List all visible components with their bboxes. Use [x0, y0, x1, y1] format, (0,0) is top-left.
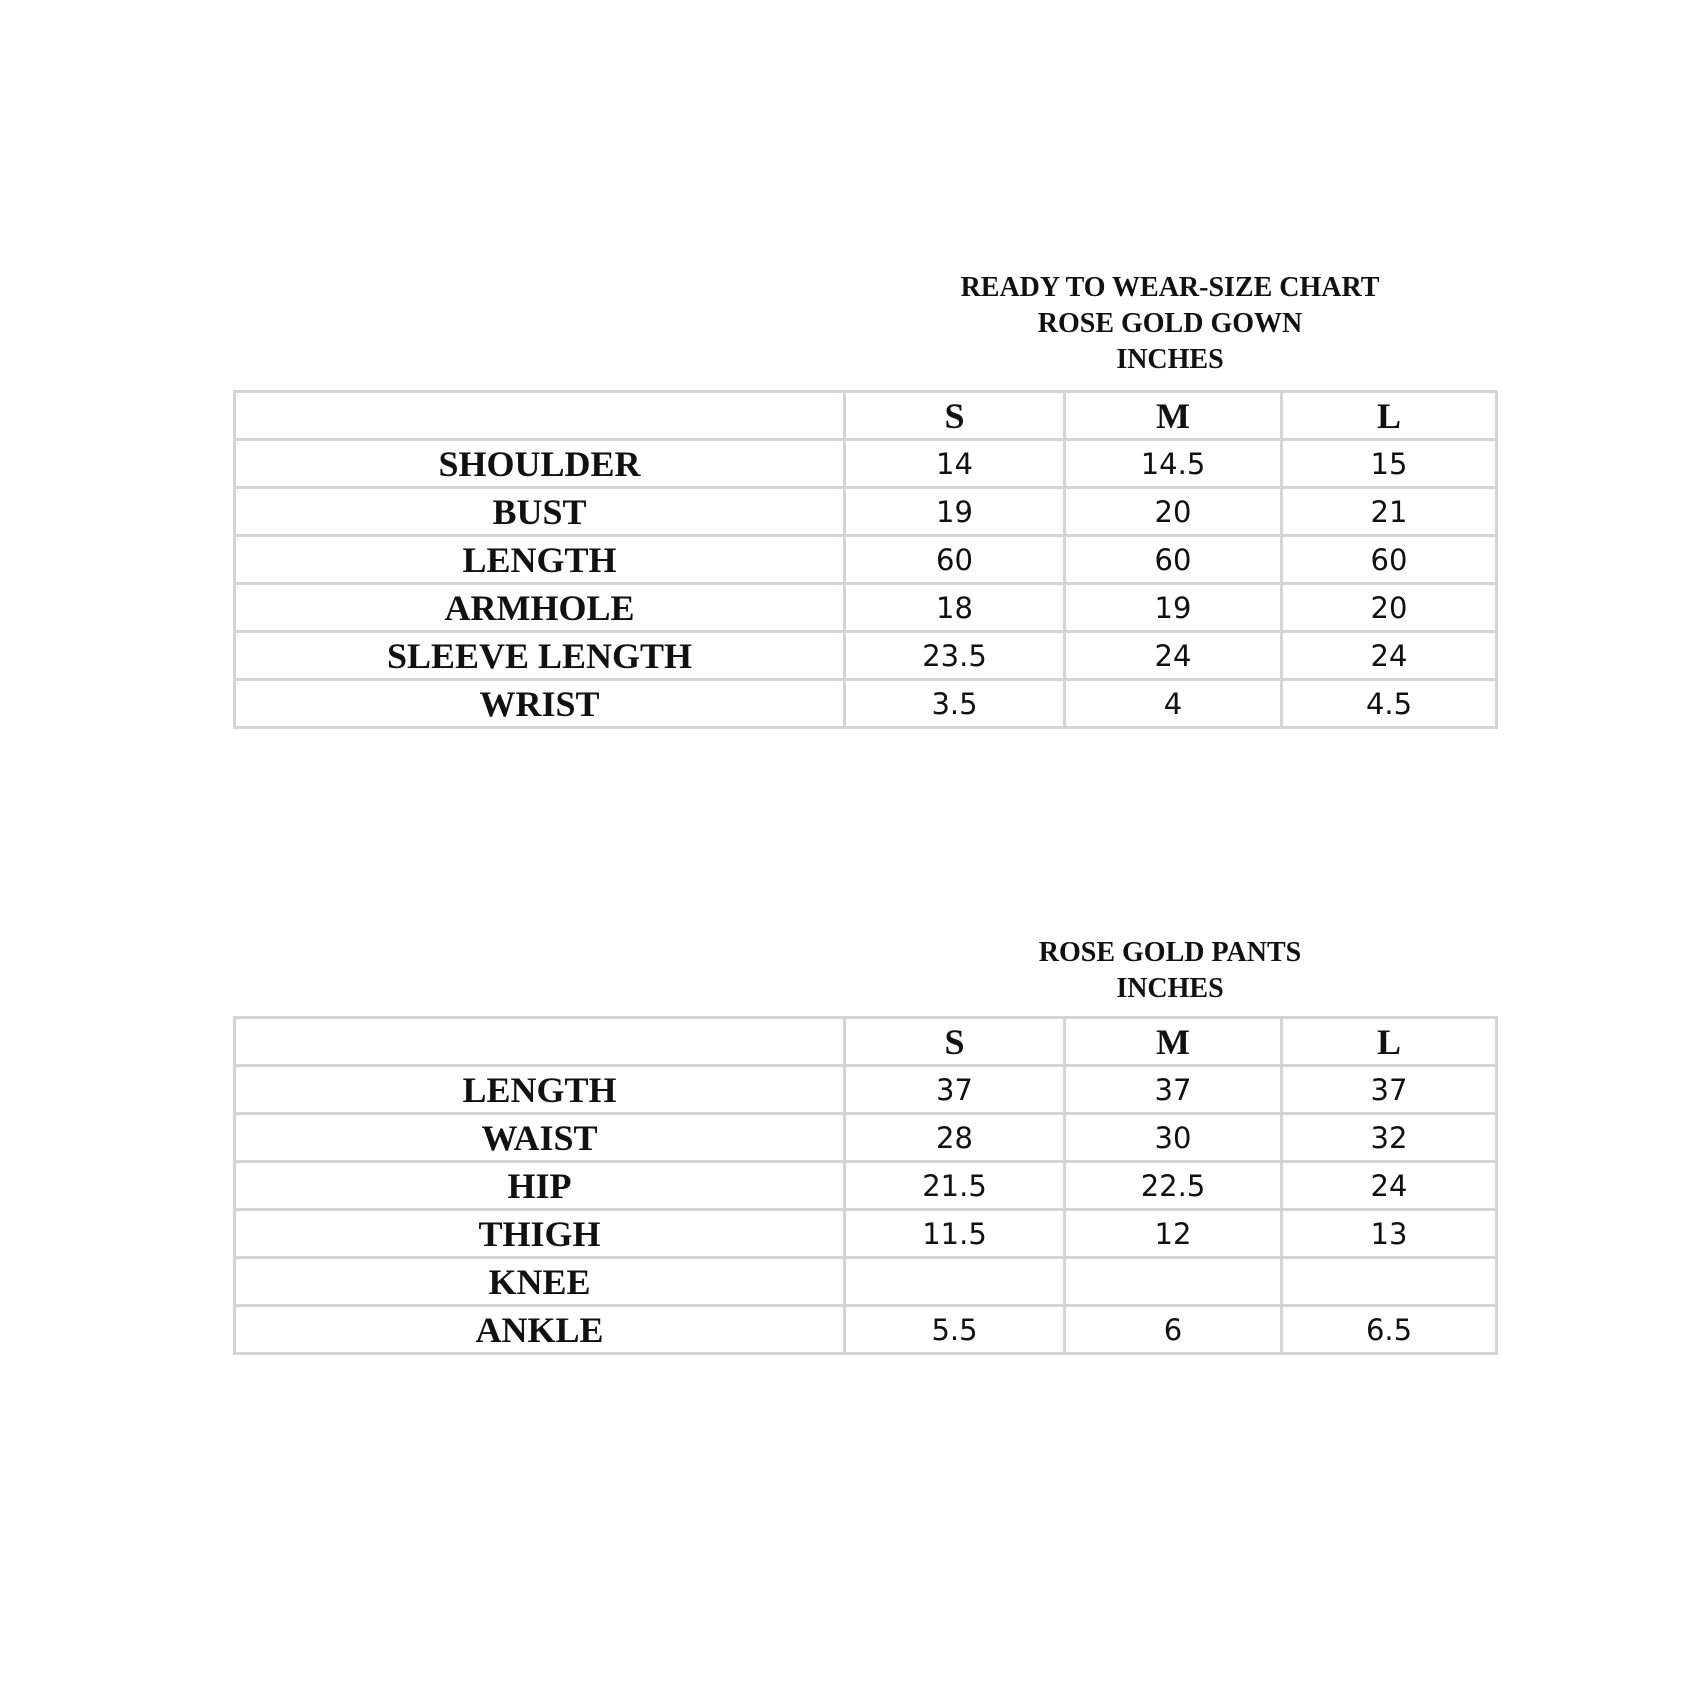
value-m	[1065, 1258, 1282, 1306]
gown-header-row	[235, 392, 1497, 440]
row-label: SHOULDER	[235, 440, 845, 488]
value-l: 13	[1282, 1210, 1497, 1258]
pants-header-l: L	[1282, 1018, 1497, 1066]
value-l: 32	[1282, 1114, 1497, 1162]
value-s: 11.5	[845, 1210, 1065, 1258]
gown-title-line-2: ROSE GOLD GOWN	[1037, 308, 1303, 339]
table-row	[235, 584, 1497, 632]
row-label: LENGTH	[235, 1066, 845, 1114]
value-m: 24	[1065, 632, 1282, 680]
pants-header-m: M	[1065, 1018, 1282, 1066]
value-m: 4	[1065, 680, 1282, 728]
gown-title-line-1: READY TO WEAR-SIZE CHART	[960, 272, 1380, 303]
gown-header-l: L	[1282, 392, 1497, 440]
value-s: 28	[845, 1114, 1065, 1162]
value-m: 60	[1065, 536, 1282, 584]
row-label: ARMHOLE	[235, 584, 845, 632]
table-row	[235, 680, 1497, 728]
value-l: 21	[1282, 488, 1497, 536]
table-row	[235, 1066, 1497, 1114]
value-l: 24	[1282, 1162, 1497, 1210]
gown-header-blank	[235, 392, 845, 440]
value-s: 3.5	[845, 680, 1065, 728]
value-m: 14.5	[1065, 440, 1282, 488]
value-l: 6.5	[1282, 1306, 1497, 1354]
value-s: 60	[845, 536, 1065, 584]
table-row	[235, 488, 1497, 536]
row-label: KNEE	[235, 1258, 845, 1306]
pants-header-row	[235, 1018, 1497, 1066]
value-s: 19	[845, 488, 1065, 536]
pants-size-table	[233, 1016, 1498, 1355]
value-s: 37	[845, 1066, 1065, 1114]
value-l: 20	[1282, 584, 1497, 632]
table-row	[235, 632, 1497, 680]
value-s: 21.5	[845, 1162, 1065, 1210]
table-row	[235, 1162, 1497, 1210]
table-row	[235, 1306, 1497, 1354]
value-s: 14	[845, 440, 1065, 488]
table-row	[235, 536, 1497, 584]
gown-title-line-3: INCHES	[1116, 344, 1224, 375]
table-row	[235, 1114, 1497, 1162]
row-label: SLEEVE LENGTH	[235, 632, 845, 680]
pants-title-line-1: ROSE GOLD PANTS	[1038, 937, 1302, 968]
value-m: 37	[1065, 1066, 1282, 1114]
value-l: 37	[1282, 1066, 1497, 1114]
value-l: 15	[1282, 440, 1497, 488]
value-m: 6	[1065, 1306, 1282, 1354]
table-row	[235, 1258, 1497, 1306]
pants-chart-title	[900, 935, 1440, 1007]
gown-header-m: M	[1065, 392, 1282, 440]
value-s: 23.5	[845, 632, 1065, 680]
value-s: 18	[845, 584, 1065, 632]
value-m: 20	[1065, 488, 1282, 536]
value-l: 24	[1282, 632, 1497, 680]
value-l: 4.5	[1282, 680, 1497, 728]
row-label: LENGTH	[235, 536, 845, 584]
row-label: THIGH	[235, 1210, 845, 1258]
gown-header-s: S	[845, 392, 1065, 440]
gown-size-table	[233, 390, 1498, 729]
value-s	[845, 1258, 1065, 1306]
row-label: WRIST	[235, 680, 845, 728]
value-l: 60	[1282, 536, 1497, 584]
pants-header-blank	[235, 1018, 845, 1066]
value-m: 19	[1065, 584, 1282, 632]
table-row	[235, 440, 1497, 488]
value-s: 5.5	[845, 1306, 1065, 1354]
row-label: BUST	[235, 488, 845, 536]
row-label: ANKLE	[235, 1306, 845, 1354]
value-m: 12	[1065, 1210, 1282, 1258]
pants-header-s: S	[845, 1018, 1065, 1066]
table-row	[235, 1210, 1497, 1258]
row-label: WAIST	[235, 1114, 845, 1162]
value-m: 30	[1065, 1114, 1282, 1162]
pants-title-line-2: INCHES	[1116, 973, 1224, 1004]
row-label: HIP	[235, 1162, 845, 1210]
gown-chart-title	[900, 270, 1440, 378]
value-l	[1282, 1258, 1497, 1306]
value-m: 22.5	[1065, 1162, 1282, 1210]
